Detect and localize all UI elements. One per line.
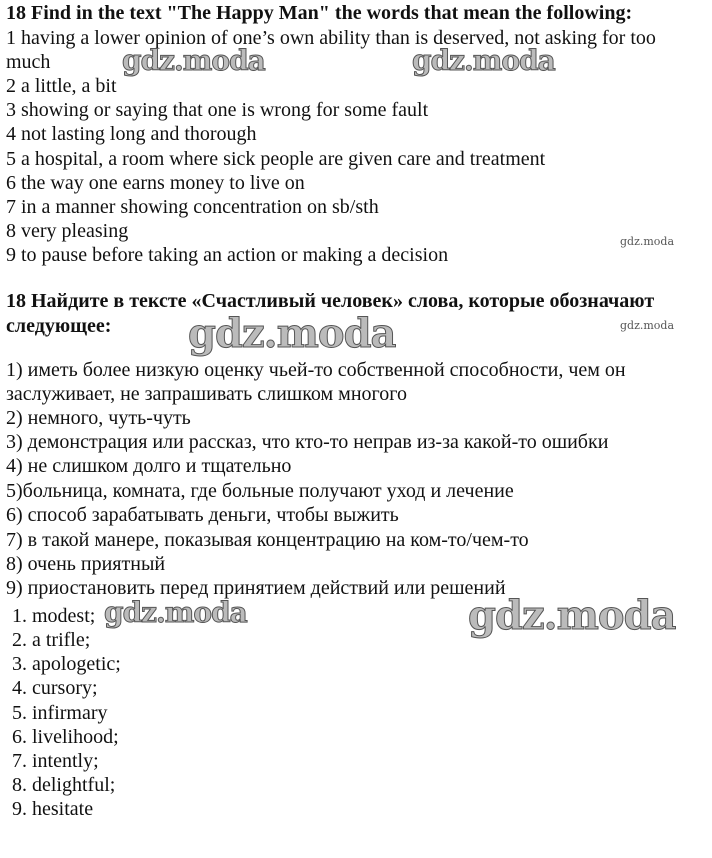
russian-title: 18 Найдите в тексте «Счастливый человек» слова, которые обозначают <box>6 290 655 312</box>
russian-item: 7) в такой манере, показывая концентрацию на ком-то/чем-то <box>6 529 529 551</box>
english-item: 6 the way one earns money to live on <box>6 172 305 194</box>
russian-item: 8) очень приятный <box>6 553 166 575</box>
watermark: gdz.moda <box>412 44 555 77</box>
russian-item: заслуживает, не запрашивать слишком многого <box>6 383 407 405</box>
english-item: much <box>6 51 51 73</box>
russian-item: 3) демонстрация или рассказ, что кто-то неправ из-за какой-то ошибки <box>6 431 609 453</box>
watermark: gdz.moda <box>620 319 675 332</box>
english-item: 4 not lasting long and thorough <box>6 123 257 145</box>
english-item: 2 a little, a bit <box>6 75 117 97</box>
answer-item: 5. infirmary <box>12 702 108 724</box>
answer-item: 4. cursory; <box>12 677 98 699</box>
answer-item: 3. apologetic; <box>12 653 121 675</box>
russian-item: 4) не слишком долго и тщательно <box>6 455 292 477</box>
russian-item: 2) немного, чуть-чуть <box>6 407 191 429</box>
watermark: gdz.moda <box>468 592 676 639</box>
answer-item: 9. hesitate <box>12 798 94 820</box>
english-item: 5 a hospital, a room where sick people are given care and treatment <box>6 148 546 170</box>
answer-item: 7. intently; <box>12 750 99 772</box>
russian-item: 5)больница, комната, где больные получают уход и лечение <box>6 480 514 502</box>
russian-title: следующее: <box>6 315 112 337</box>
watermark: gdz.moda <box>620 235 675 248</box>
watermark: gdz.moda <box>104 596 247 629</box>
watermark: gdz.moda <box>188 310 396 357</box>
russian-item: 9) приостановить перед принятием действий или решений <box>6 577 506 599</box>
english-item: 3 showing or saying that one is wrong for some fault <box>6 99 429 121</box>
english-item: 7 in a manner showing concentration on sb/sth <box>6 196 379 218</box>
answer-item: 1. modest; <box>12 605 96 627</box>
watermark: gdz.moda <box>122 44 265 77</box>
russian-item: 1) иметь более низкую оценку чьей-то собственной способности, чем он <box>6 359 626 381</box>
english-item: 8 very pleasing <box>6 220 129 242</box>
answer-item: 6. livelihood; <box>12 726 119 748</box>
answer-item: 2. a trifle; <box>12 629 91 651</box>
answer-item: 8. delightful; <box>12 774 116 796</box>
english-item: 9 to pause before taking an action or making a decision <box>6 244 449 266</box>
russian-item: 6) способ зарабатывать деньги, чтобы выжить <box>6 504 399 526</box>
english-title: 18 Find in the text "The Happy Man" the words that mean the following: <box>6 2 633 24</box>
english-item: 1 having a lower opinion of one’s own ability than is deserved, not asking for too <box>6 27 656 49</box>
